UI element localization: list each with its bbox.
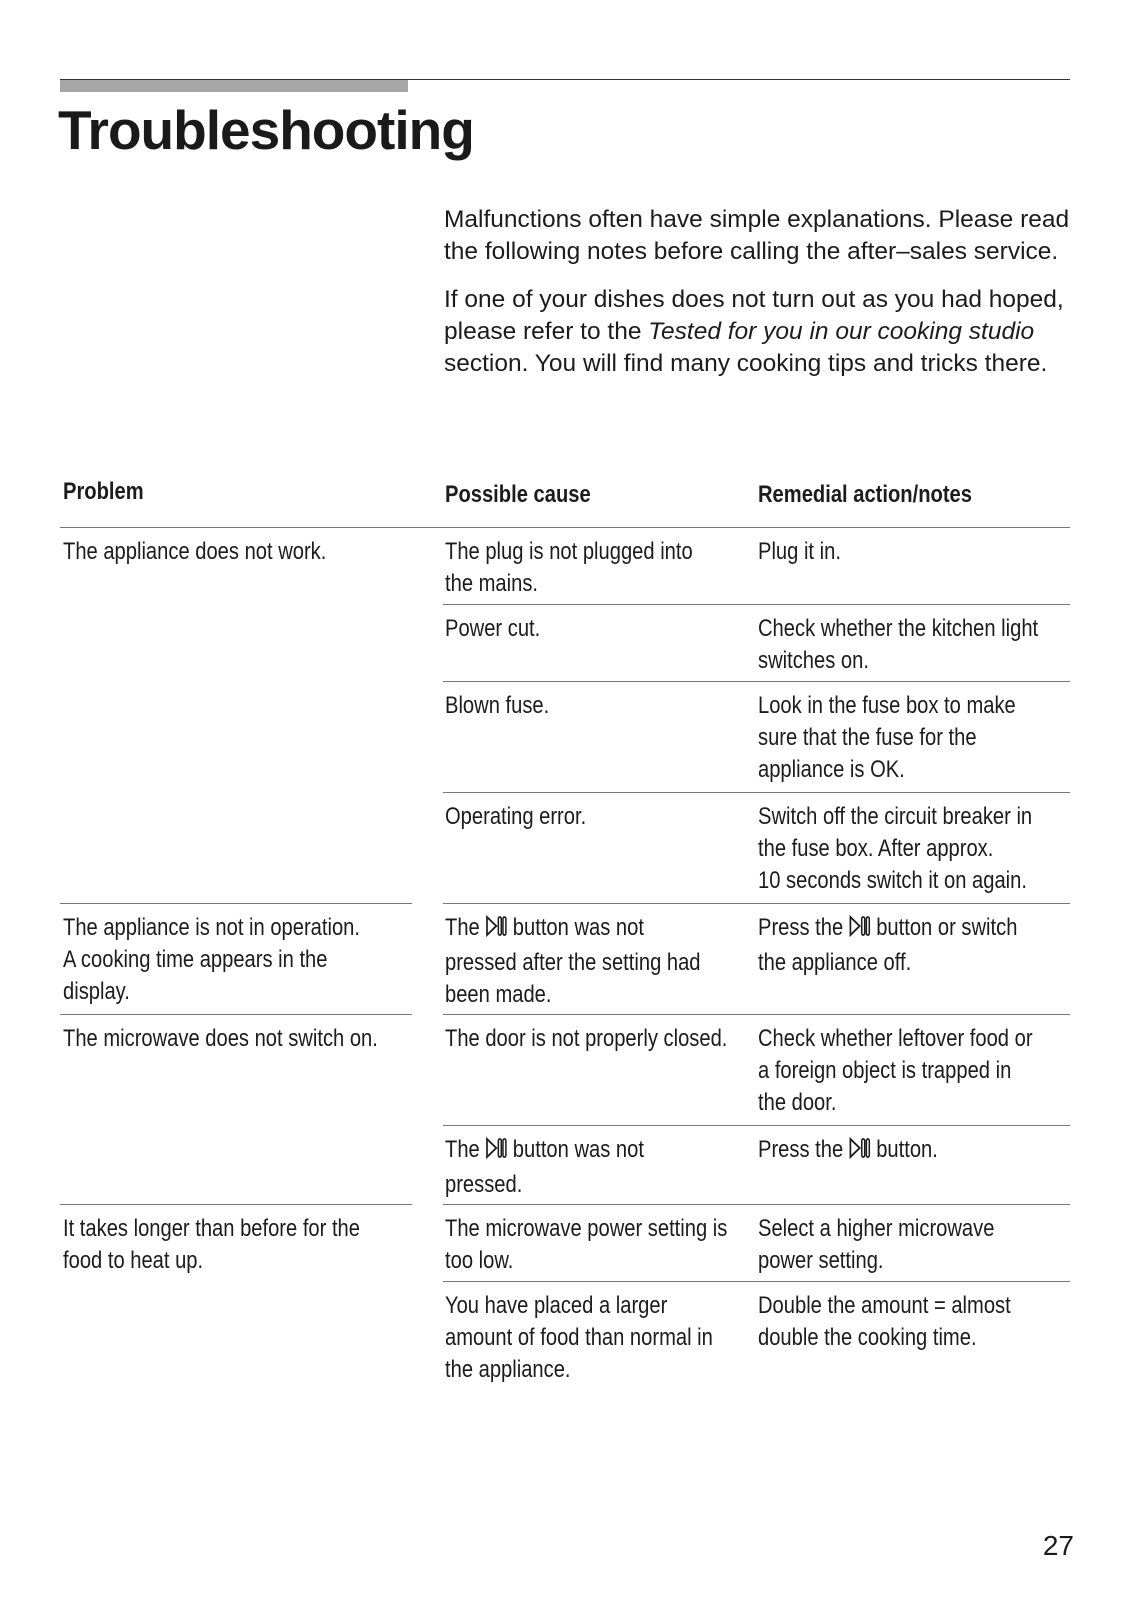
cause-4-2-line-3: the appliance.	[445, 1356, 571, 1383]
problem-4-line-1: It takes longer than before for the	[63, 1215, 360, 1242]
remedy-2-1-post: button or switch	[876, 914, 1018, 941]
cause-1-2-line-1: Power cut.	[445, 615, 541, 642]
remedy-3-2-pre: Press the	[758, 1136, 844, 1163]
problem-4	[63, 1213, 360, 1277]
cause-1-1	[445, 536, 693, 600]
remedy-1-2-line-2: switches on.	[758, 647, 869, 674]
header-remedy: Remedial action/notes	[758, 481, 972, 508]
cause-1-1-line-1: The plug is not plugged into	[445, 538, 693, 565]
header-accent-bar	[60, 80, 408, 92]
group-divider-problem	[60, 903, 412, 904]
cause-3-2-line-2: pressed.	[445, 1171, 523, 1198]
cause-4-2-line-2: amount of food than normal in	[445, 1324, 713, 1351]
cause-2-1-line-3: been made.	[445, 981, 552, 1008]
cause-1-1-line-2: the mains.	[445, 570, 539, 597]
problem-1-line-1: The appliance does not work.	[63, 538, 327, 565]
group-divider	[443, 903, 1070, 904]
intro-paragraph-1: Malfunctions often have simple explanations. Please read the following notes before calling the after–sales service.	[444, 206, 1070, 265]
remedy-1-4-line-1: Switch off the circuit breaker in	[758, 803, 1033, 830]
row-divider	[443, 1281, 1070, 1282]
remedy-4-1-line-1: Select a higher microwave	[758, 1215, 995, 1242]
cause-1-3	[445, 690, 549, 722]
start-pause-icon	[485, 914, 507, 947]
cause-2-1-post: button was not	[512, 914, 644, 941]
group-divider-problem	[60, 1014, 412, 1015]
cause-3-2-pre: The	[445, 1136, 480, 1163]
cause-4-1-line-1: The microwave power setting is	[445, 1215, 728, 1242]
group-divider	[443, 1204, 1070, 1205]
remedy-4-1	[758, 1213, 994, 1277]
remedy-3-2-post: button.	[876, 1136, 938, 1163]
problem-4-line-2: food to heat up.	[63, 1247, 204, 1274]
cause-2-1	[445, 912, 701, 1011]
intro-text	[444, 204, 1074, 396]
problem-2-line-3: display.	[63, 978, 130, 1005]
header-problem: Problem	[63, 478, 144, 505]
problem-2-line-2: A cooking time appears in the	[63, 946, 328, 973]
problem-3	[63, 1023, 378, 1055]
remedy-2-1	[758, 912, 1017, 979]
cause-3-2	[445, 1134, 644, 1201]
row-divider	[443, 1125, 1070, 1126]
remedy-1-4-line-3: 10 seconds switch it on again.	[758, 867, 1027, 894]
page-title: Troubleshooting	[58, 99, 474, 161]
cause-3-1-line-1: The door is not properly closed.	[445, 1025, 728, 1052]
remedy-1-1	[758, 536, 841, 568]
remedy-1-2-line-1: Check whether the kitchen light	[758, 615, 1039, 642]
intro-p2-before: If one of your dishes does not turn out as you had hoped, please refer to the	[444, 286, 1064, 345]
problem-2-line-1: The appliance is not in operation.	[63, 914, 361, 941]
cause-4-2-line-1: You have placed a larger	[445, 1292, 668, 1319]
remedy-3-1-line-3: the door.	[758, 1089, 837, 1116]
remedy-3-1	[758, 1023, 1033, 1119]
intro-p2-italic: Tested for you in our cooking studio	[648, 318, 1035, 345]
cause-4-2	[445, 1290, 713, 1386]
row-divider	[443, 792, 1070, 793]
remedy-4-2	[758, 1290, 1011, 1354]
cause-2-1-line-2: pressed after the setting had	[445, 949, 701, 976]
problem-2	[63, 912, 360, 1008]
remedy-3-2	[758, 1134, 938, 1169]
remedy-3-1-line-2: a foreign object is trapped in	[758, 1057, 1012, 1084]
remedy-2-1-line-2: the appliance off.	[758, 949, 912, 976]
remedy-2-1-pre: Press the	[758, 914, 844, 941]
remedy-1-4	[758, 801, 1032, 897]
problem-3-line-1: The microwave does not switch on.	[63, 1025, 378, 1052]
cause-1-4-line-1: Operating error.	[445, 803, 587, 830]
cause-1-3-line-1: Blown fuse.	[445, 692, 550, 719]
group-divider-problem	[60, 1204, 412, 1205]
group-divider	[443, 1014, 1070, 1015]
remedy-1-3-line-2: sure that the fuse for the	[758, 724, 977, 751]
remedy-1-2	[758, 613, 1038, 677]
row-divider	[443, 604, 1070, 605]
remedy-4-2-line-2: double the cooking time.	[758, 1324, 977, 1351]
cause-4-1	[445, 1213, 727, 1277]
header-divider	[60, 527, 1070, 528]
remedy-3-2-line-1	[758, 1134, 938, 1169]
cause-3-2-line-1	[445, 1134, 644, 1169]
remedy-1-3	[758, 690, 1016, 786]
cause-4-1-line-2: too low.	[445, 1247, 514, 1274]
remedy-1-1-line-1: Plug it in.	[758, 538, 841, 565]
remedy-2-1-line-1	[758, 912, 1017, 947]
row-divider	[443, 681, 1070, 682]
remedy-3-1-line-1: Check whether leftover food or	[758, 1025, 1033, 1052]
cause-2-1-pre: The	[445, 914, 480, 941]
cause-1-2	[445, 613, 540, 645]
remedy-4-2-line-1: Double the amount = almost	[758, 1292, 1011, 1319]
start-pause-icon	[849, 914, 871, 947]
remedy-1-3-line-1: Look in the fuse box to make	[758, 692, 1016, 719]
remedy-4-1-line-2: power setting.	[758, 1247, 884, 1274]
intro-p2-after: section. You will find many cooking tips and tricks there.	[444, 350, 1048, 377]
cause-1-4	[445, 801, 586, 833]
cause-3-2-post: button was not	[512, 1136, 644, 1163]
page-number: 27	[1042, 1530, 1074, 1561]
cause-3-1	[445, 1023, 727, 1055]
start-pause-icon	[485, 1136, 507, 1169]
intro-paragraph-2	[444, 284, 1074, 380]
problem-1	[63, 536, 326, 568]
start-pause-icon	[849, 1136, 871, 1169]
header-cause: Possible cause	[445, 481, 591, 508]
cause-2-1-line-1	[445, 912, 701, 947]
remedy-1-4-line-2: the fuse box. After approx.	[758, 835, 994, 862]
remedy-1-3-line-3: appliance is OK.	[758, 756, 905, 783]
